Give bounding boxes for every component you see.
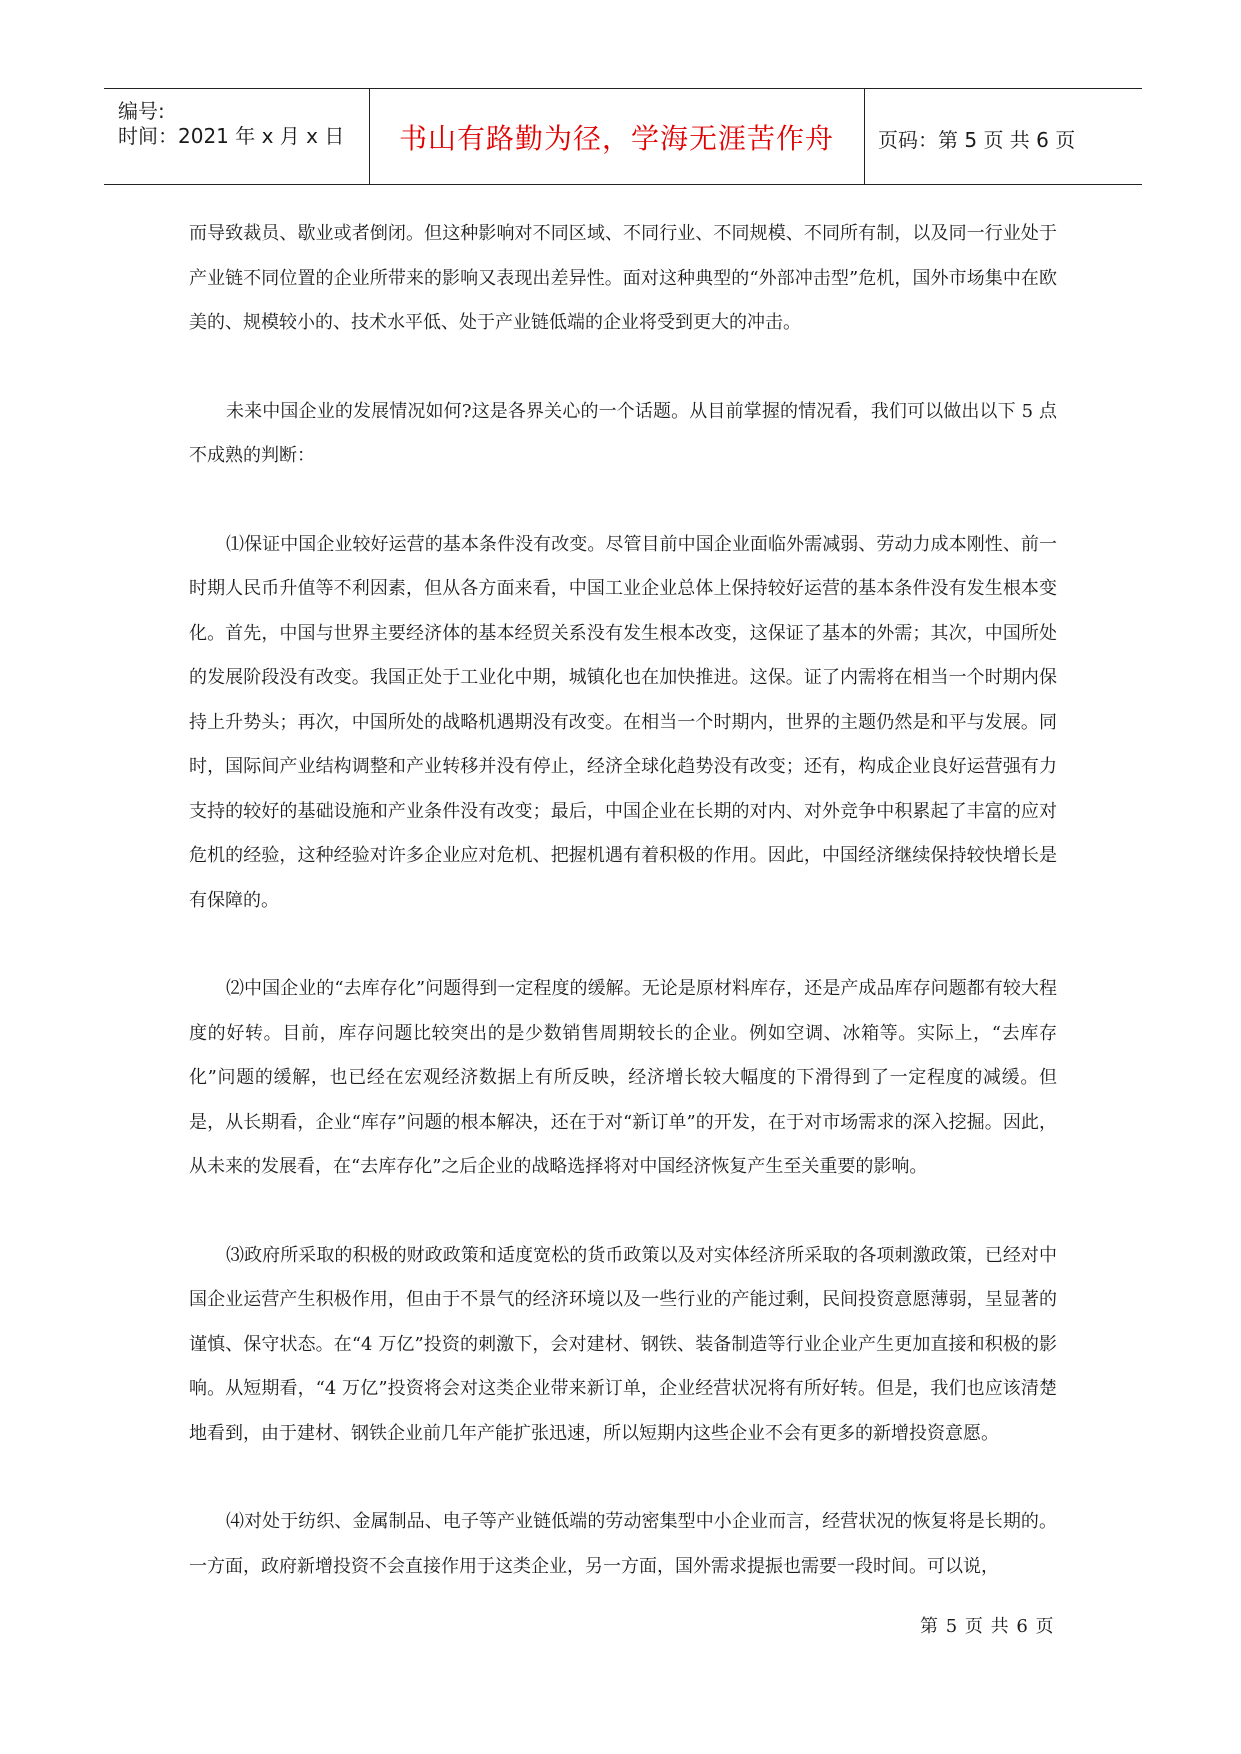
paragraph-point-1: ⑴保证中国企业较好运营的基本条件没有改变。尽管目前中国企业面临外需减弱、劳动力成本刚性、前一时期人民币升值等不利因素，但从各方面来看，中国工业企业总体上保持较好运营的基本条件没有发生根本变化。首先，中国与世界主要经济体的基本经贸关系没有发生根本改变，这保证了基本的外需；其次，中国所处的发展阶段没有改变。我国正处于工业化中期，城镇化也在加快推进。这保。证了内需将在相当一个时期内保持上升势头；再次，中国所处的战略机遇期没有改变。在相当一个时期内，世界的主题仍然是和平与发展。同时，国际间产业结构调整和产业转移并没有停止，经济全球化趋势没有改变；还有，构成企业良好运营强有力支持的较好的基础设施和产业条件没有改变；最后，中国企业在长期的对内、对外竞争中积累起了丰富的应对危机的经验，这种经验对许多企业应对危机、把握机遇有着积极的作用。因此，中国经济继续保持较快增长是有保障的。 (189, 533, 1057, 911)
paragraph-point-4: ⑷对处于纺织、金属制品、电子等产业链低端的劳动密集型中小企业而言，经营状况的恢复将是长期的。一方面，政府新增投资不会直接作用于这类企业，另一方面，国外需求提振也需要一段时间。可以说， (189, 1511, 1057, 1577)
document-time-label: 时间：2021 年 x 月 x 日 (118, 124, 345, 148)
header-page-label: 页码：第 5 页 共 6 页 (878, 128, 1076, 152)
header-info-cell (104, 89, 370, 184)
page-header (104, 88, 1142, 185)
header-motto: 书山有路勤为径，学海无涯苦作舟 (398, 122, 834, 155)
page-footer-number: 第 5 页 共 6 页 (920, 1616, 1055, 1637)
document-number-label: 编号: (118, 99, 165, 123)
paragraph-point-3: ⑶政府所采取的积极的财政政策和适度宽松的货币政策以及对实体经济所采取的各项刺激政策，已经对中国企业运营产生积极作用，但由于不景气的经济环境以及一些行业的产能过剩，民间投资意愿薄弱，呈显著的谨慎、保守状态。在“4 万亿”投资的刺激下，会对建材、钢铁、装备制造等行业企业产生更加直接和积极的影响。从短期看，“4 万亿”投资将会对这类企业带来新订单，企业经营状况将有所好转。但是，我们也应该清楚地看到，由于建材、钢铁企业前几年产能扩张迅速，所以短期内这些企业不会有更多的新增投资意愿。 (189, 1244, 1057, 1444)
paragraph-continuation: 而导致裁员、歇业或者倒闭。但这种影响对不同区域、不同行业、不同规模、不同所有制，以及同一行业处于产业链不同位置的企业所带来的影响又表现出差异性。面对这种典型的“外部冲击型”危机，国外市场集中在欧美的、规模较小的、技术水平低、处于产业链低端的企业将受到更大的冲击。 (189, 223, 1057, 333)
paragraph-point-2: ⑵中国企业的“去库存化”问题得到一定程度的缓解。无论是原材料库存，还是产成品库存问题都有较大程度的好转。目前，库存问题比较突出的是少数销售周期较长的企业。例如空调、冰箱等。实际上，“去库存化”问题的缓解，也已经在宏观经济数据上有所反映，经济增长较大幅度的下滑得到了一定程度的减缓。但是，从长期看，企业“库存”问题的根本解决，还在于对“新订单”的开发，在于对市场需求的深入挖掘。因此，从未来的发展看，在“去库存化”之后企业的战略选择将对中国经济恢复产生至关重要的影响。 (189, 978, 1057, 1177)
header-page-cell (864, 89, 1142, 184)
paragraph-intro: 未来中国企业的发展情况如何?这是各界关心的一个话题。从目前掌握的情况看，我们可以做出以下 5 点不成熟的判断： (189, 400, 1057, 466)
header-motto-cell (369, 89, 865, 184)
document-body (189, 212, 1057, 1589)
